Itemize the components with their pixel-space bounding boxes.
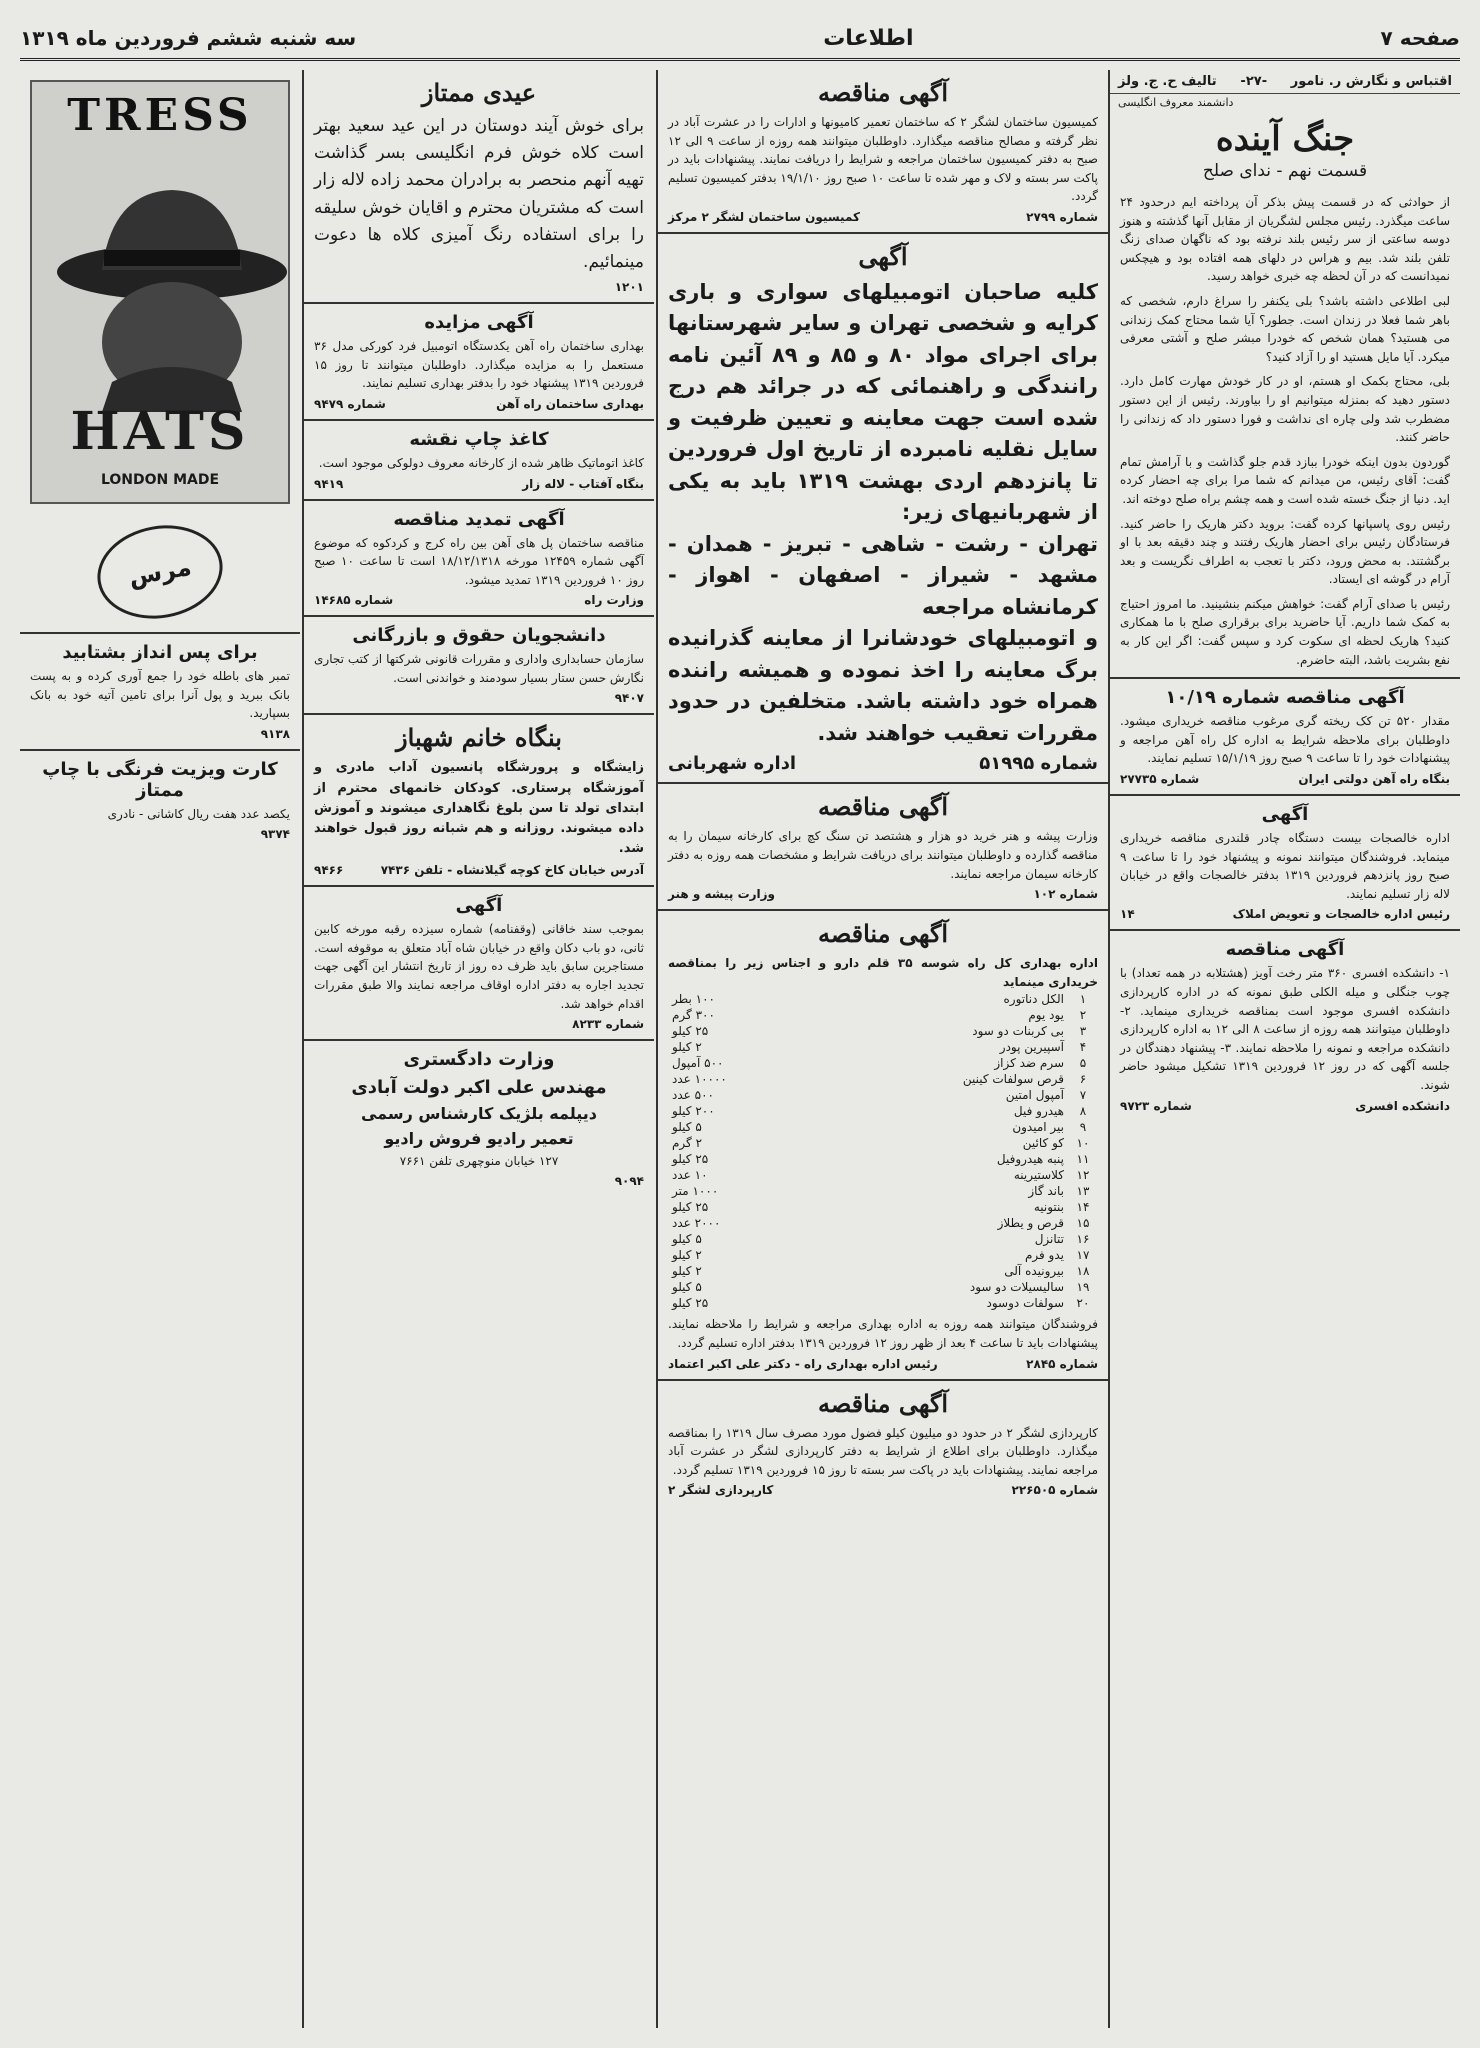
table-row bbox=[668, 1071, 1098, 1087]
ad-sign: رئیس اداره خالصجات و تعویض املاک bbox=[1232, 907, 1450, 922]
row-number: ۱۵ bbox=[1076, 1216, 1090, 1231]
row-number: ۳ bbox=[1079, 1024, 1087, 1039]
row-number: ۱۸ bbox=[1076, 1264, 1090, 1279]
ad-title: آگهی bbox=[1261, 804, 1309, 826]
row-description: سالیسیلات دو سود bbox=[969, 1280, 1064, 1295]
ad-title: عیدی ممتاز bbox=[421, 78, 537, 107]
row-number: ۲ bbox=[1079, 1008, 1087, 1023]
row-description: سولفات دوسود bbox=[986, 1296, 1064, 1311]
ad-title: آگهی مزایده bbox=[424, 312, 534, 334]
ad-ministry: وزارت دادگستری bbox=[403, 1049, 555, 1071]
row-description: باند گاز bbox=[1028, 1184, 1064, 1199]
row-number: ۱۷ bbox=[1076, 1248, 1090, 1263]
hat-icon bbox=[42, 152, 290, 412]
ad-body: کارپردازی لشگر ۲ در حدود دو میلیون کیلو فضول مورد مصرف سال ۱۳۱۹ را بمناقصه میگذارد. داوطلبان برای اطلاع از شرایط به دفتر کارپردازی لشگر در عشرت آباد مراجعه نمایند. پیشنهادات باید در پاکت سر بسته تا روز ۱۵ فروردین ۱۳۱۹ تسلیم گردد. bbox=[668, 1425, 1099, 1477]
ad-address: آدرس خیابان کاخ کوچه گیلانشاه - تلفن ۷۴۳۶ bbox=[380, 863, 644, 878]
row-number: ۱۳ bbox=[1076, 1184, 1090, 1199]
ad-serial: شماره ۲۲۶۵۰۵ bbox=[1011, 1483, 1098, 1498]
ad-body: کاغذ اتوماتیک ظاهر شده از کارخانه معروف دولوکی موجود است. bbox=[318, 455, 644, 470]
novel-author-note: دانشمند معروف انگلیسی bbox=[1118, 96, 1234, 109]
row-number: ۹ bbox=[1079, 1120, 1087, 1135]
image-column bbox=[20, 70, 300, 2028]
row-number: ۱۰ bbox=[1076, 1136, 1090, 1151]
ad-serial: شماره ۲۷۹۹ bbox=[1026, 209, 1098, 224]
ad-body: اداره خالصجات بیست دستگاه چادر قلندری مناقصه خریداری مینماید. فروشندگان میتوانند نمونه و پیشنهاد خود را تا ساعت ۹ صبح روز پانزدهم فروردین ۱۳۱۹ بدفتر خالصجات واقع در خیابان لاله زار تسلیم نمایند. bbox=[1120, 831, 1450, 901]
radio-logo: مرس bbox=[90, 516, 230, 628]
ad-shahbaz bbox=[304, 715, 654, 887]
ad-body: برای خوش آیند دوستان در این عید سعید بهتر است کلاه خوش فرم انگلیسی بسر گذاشت تهیه آنهم منحصر به برادران محمد زاده لاله زار است که مشتریان محترم و اقایان خوش سلیقه را برای استفاده رنگ آمیزی کلاه ها دعوت مینمائیم. bbox=[314, 116, 644, 272]
ad-serial: شماره ۹۷۲۳ bbox=[1120, 1098, 1192, 1113]
table-row bbox=[668, 1007, 1098, 1023]
ad-sign: بنگاه راه آهن دولتی ایران bbox=[1298, 772, 1450, 787]
paper-name: اطلاعات bbox=[823, 25, 914, 51]
novel-source: اقتباس و نگارش ر. نامور bbox=[1290, 74, 1452, 89]
row-number: ۱۹ bbox=[1076, 1280, 1090, 1295]
ad-title: آگهی مناقصه شماره ۱۰/۱۹ bbox=[1165, 687, 1405, 709]
ad-serial: ۹۰۹۴ bbox=[614, 1174, 644, 1189]
row-quantity: ۲ کیلو bbox=[672, 1248, 702, 1263]
row-quantity: ۲ گرم bbox=[672, 1136, 703, 1151]
ad-sign: کمیسیون ساختمان لشگر ۲ مرکز bbox=[668, 209, 860, 224]
row-number: ۱ bbox=[1079, 992, 1087, 1007]
novel-paragraph: گوردون بدون اینکه خودرا ببازد قدم جلو گذاشت و با آرامش تمام گفت: آقای رئیس، من میدانم که شما مرا برای چه احضار کرده اید. دنیا از جنگ خسته شده است و همه چشم براه صلح دوخته اند. bbox=[1120, 454, 1450, 506]
novel-paragraph: رئیس با صدای آرام گفت: خواهش میکنم بنشینید. ما امروز احتیاج به کمک شما داریم. آیا حاضرید برای برقراری صلح با ما همکاری کنید؟ هاریک لحظه ای سکوت کرد و سپس گفت: اگر این کار به نفع بشریت باشد، البته حاضرم. bbox=[1120, 596, 1450, 667]
medicine-table bbox=[668, 991, 1098, 1311]
ad-sign: دانشکده افسری bbox=[1355, 1098, 1450, 1113]
novel-paragraph: از حوادثی که در قسمت پیش بذکر آن پرداخته ایم درحدود ۲۴ ساعت میگذرد. رئیس مجلس لشگریان از مقابل آنها گذشته و هنوز دوسه ساعتی از سر رئیس بلند نرفته بود که ناگهان صدای زنگ تلفن بلند شد. بیم و هراس در دلهای همه افتاده بود و هیچکس نمیدانست که در آن لحظه چه خبری خواهد رسید. bbox=[1120, 195, 1450, 284]
row-quantity: ۵۰۰ آمپول bbox=[672, 1056, 724, 1071]
table-row bbox=[668, 1183, 1098, 1199]
novel-column bbox=[1108, 70, 1460, 2028]
ad-body: کلیه صاحبان اتومبیلهای سواری و باری کرایه و شخصی تهران و سایر شهرستانها برای اجرای مواد ۸۰ و ۸۵ و ۸۹ آئین نامه رانندگی و راهنمائی که در جرائد هم درج شده است جهت معاینه و تعیین ظرفیت و سایل نقلیه نامبرده از تاریخ اول فروردین تا پانزدهم اردی بهشت ۱۳۱۹ باید به یکی از شهربانیهای زیر: bbox=[668, 279, 1099, 525]
row-number: ۱۲ bbox=[1076, 1168, 1090, 1183]
ad-line: مهندس علی اکبر دولت آبادی bbox=[351, 1077, 607, 1099]
table-row bbox=[668, 1263, 1098, 1279]
ad-sign: اداره شهربانی bbox=[668, 753, 797, 775]
table-row bbox=[668, 1247, 1098, 1263]
ad-map-paper bbox=[304, 421, 654, 501]
ad-title: آگهی تمدید مناقصه bbox=[393, 508, 565, 530]
row-quantity: ۲۰۰۰ عدد bbox=[672, 1216, 721, 1231]
ad-serial: ۱۲۰۱ bbox=[614, 280, 644, 295]
ads-column bbox=[302, 70, 654, 2028]
novel-title: جنگ آینده bbox=[1215, 119, 1355, 159]
novel-author: تالیف ح. ج. ولز bbox=[1118, 74, 1217, 89]
brand-made: LONDON MADE bbox=[100, 472, 220, 488]
row-quantity: ۵ کیلو bbox=[672, 1232, 702, 1247]
row-number: ۵ bbox=[1079, 1056, 1087, 1071]
masthead bbox=[20, 18, 1460, 61]
novel-episode: -۲۷- bbox=[1240, 74, 1268, 89]
novel-part: قسمت نهم - ندای صلح bbox=[1202, 161, 1368, 181]
ad-title: بنگاه خانم شهباز bbox=[396, 723, 562, 753]
ad-serial: ۹۴۰۷ bbox=[614, 691, 644, 706]
row-number: ۱۱ bbox=[1076, 1152, 1090, 1167]
ad-law-students bbox=[304, 617, 654, 715]
brand-bottom: HATS bbox=[70, 401, 250, 462]
ad-endowment bbox=[304, 887, 654, 1041]
ad-shop: بنگاه آفتاب - لاله زار bbox=[522, 476, 644, 491]
ad-body: کمیسیون ساختمان لشگر ۲ که ساختمان تعمیر کامیونها و ادارات را در عشرت آباد در نظر گرفته و مصالح مناقصه میگذارد. داوطلبان میتوانند همه روزه از ساعت ۹ الی ۱۲ صبح به دفتر کمیسیون ساختمان مراجعه و شرایط را دریافت نمایند. پیشنهادات باید در پاکت سر بسته و لاک و مهر شده تا ساعت ۱۰ صبح روز ۱۹/۱/۱۰ بدفتر کمیسیون تسلیم گردد. bbox=[668, 115, 1098, 204]
ad-body-2: و اتومبیلهای خودشانرا از معاینه گذرانیده برگ معاینه را اخذ نموده و همیشه راننده همراه خود داشته باشد. متخلفین در حدود مقررات تعقیب خواهند شد. bbox=[668, 626, 1098, 745]
table-row bbox=[668, 1151, 1098, 1167]
ad-savings bbox=[20, 634, 300, 751]
row-quantity: ۲۰۰ کیلو bbox=[672, 1104, 715, 1119]
row-quantity: ۱۰۰۰ متر bbox=[672, 1184, 719, 1199]
row-number: ۲۰ bbox=[1076, 1296, 1090, 1311]
ad-line: تعمیر رادیو فروش رادیو bbox=[384, 1128, 574, 1148]
date-line: سه شنبه ششم فروردین ماه ۱۳۱۹ bbox=[20, 26, 357, 50]
ad-title: کاغذ چاپ نقشه bbox=[409, 428, 549, 450]
ad-serial: ۹۴۱۹ bbox=[314, 476, 344, 491]
ad-serial: ۱۴ bbox=[1120, 907, 1135, 922]
ad-intro: اداره بهداری کل راه شوسه ۳۵ قلم دارو و اجناس زیر را بمناقصه خریداری مینماید bbox=[668, 956, 1099, 989]
row-description: الکل دناتوره bbox=[1003, 992, 1064, 1007]
row-quantity: ۳۰۰ گرم bbox=[672, 1008, 715, 1023]
ad-serial: شماره ۹۴۷۹ bbox=[314, 396, 386, 411]
ad-tender-medicine bbox=[658, 911, 1108, 1380]
table-row bbox=[668, 991, 1098, 1007]
ad-body: یکصد عدد هفت ریال کاشانی - نادری bbox=[107, 806, 290, 821]
ad-body: وزارت پیشه و هنر خرید دو هزار و هشتصد تن سنگ کچ برای کارخانه سیمان را به مناقصه گذارده و داوطلبان میتوانند برای دریافت شرایط و مشخصات همه روزه به دفتر کارخانه سیمان مراجعه نمایند. bbox=[668, 829, 1098, 881]
ad-body: سازمان حسابداری واداری و مقررات قانونی شرکتها از کتب تجاری نگارش حسن ستار بسیار سودمند و خواندنی است. bbox=[314, 652, 644, 685]
ad-tender-extension bbox=[304, 501, 654, 618]
row-quantity: ۵۰۰ عدد bbox=[672, 1088, 714, 1103]
ad-title: آگهی bbox=[858, 241, 908, 271]
row-quantity: ۲۵ کیلو bbox=[672, 1296, 709, 1311]
row-quantity: ۲ کیلو bbox=[672, 1040, 702, 1055]
ad-title: آگهی مناقصه bbox=[1225, 939, 1345, 961]
ad-serial: شماره ۵۱۹۹۵ bbox=[979, 753, 1098, 775]
ad-municipality bbox=[658, 234, 1108, 785]
row-number: ۱۴ bbox=[1076, 1200, 1090, 1215]
row-quantity: ۲۵ کیلو bbox=[672, 1024, 709, 1039]
ad-body: زایشگاه و پرورشگاه پانسیون آداب مادری و آموزشگاه پرستاری. کودکان خانمهای محترم از ابتدای تولد تا سن بلوغ نگاهداری میشوند و آموزش داده میشوند. روزانه و هم شبانه روز قبول خواهند شد. bbox=[314, 760, 644, 857]
row-number: ۴ bbox=[1079, 1040, 1087, 1055]
table-row bbox=[668, 1103, 1098, 1119]
row-description: آسپیرین پودر bbox=[999, 1040, 1064, 1055]
table-row bbox=[668, 1055, 1098, 1071]
ad-title: کارت ویزیت فرنگی با چاپ ممتاز bbox=[42, 758, 278, 801]
row-description: یود یوم bbox=[1028, 1008, 1064, 1023]
ad-sign: وزارت پیشه و هنر bbox=[668, 887, 776, 902]
ad-serial: شماره ۲۸۴۵ bbox=[1026, 1356, 1098, 1371]
ad-body: بموجب سند خاقانی (وقفنامه) شماره سیزده رقبه مورخه کابین ثانی، دو باب دکان واقع در خیابان شاه آباد متعلق به موقوفه است. مستاجرین سابق باید ظرف ده روز از تاریخ انتشار این آگهی جهت تجدید اجاره به دفتر اداره اوقاف مراجعه نمایند والا طبق مقررات اقدام خواهد شد. bbox=[314, 922, 644, 1011]
ad-tender-construction bbox=[658, 70, 1108, 234]
ad-serial: ۹۳۷۴ bbox=[260, 827, 290, 842]
row-description: قرص و یطلاز bbox=[997, 1216, 1064, 1231]
table-row bbox=[668, 1023, 1098, 1039]
middle-column bbox=[656, 70, 1108, 2028]
hat-ad-text bbox=[304, 70, 654, 304]
ad-serial: ۹۴۶۶ bbox=[314, 863, 344, 878]
ad-serial: شماره ۲۷۷۳۵ bbox=[1120, 772, 1200, 787]
table-row bbox=[668, 1215, 1098, 1231]
ad-sign: رئیس اداره بهداری راه - دکتر علی اکبر اعتماد bbox=[668, 1356, 938, 1371]
ad-title: دانشجویان حقوق و بازرگانی bbox=[352, 625, 606, 647]
ad-tender-lashkar bbox=[658, 1381, 1108, 1506]
row-description: کو کائین bbox=[1022, 1136, 1064, 1151]
row-quantity: ۲ کیلو bbox=[672, 1264, 702, 1279]
ad-serial: شماره ۱۴۶۸۵ bbox=[314, 593, 394, 608]
ad-body: بهداری ساختمان راه آهن یکدستگاه اتومبیل فرد کورکی مدل ۳۶ مستعمل را به مزایده میگذارد. داوطلبان میتوانند تا روز ۱۵ فروردین ۱۳۱۹ پیشنهاد خود را بدفتر بهداری تسلیم نمایند. bbox=[314, 339, 644, 391]
table-row bbox=[668, 1087, 1098, 1103]
ad-tender-gypsum bbox=[658, 784, 1108, 911]
row-quantity: ۲۵ کیلو bbox=[672, 1152, 709, 1167]
radio-logo-box bbox=[20, 514, 300, 634]
row-quantity: ۲۵ کیلو bbox=[672, 1200, 709, 1215]
ad-address: ۱۲۷ خیابان منوچهری تلفن ۷۶۶۱ bbox=[399, 1153, 559, 1168]
ad-title: آگهی مناقصه bbox=[817, 78, 949, 107]
ad-body: تمبر های باطله خود را جمع آوری کرده و به پست بانک ببرید و پول آنرا برای تامین آتیه خود به بانک بسپارید. bbox=[30, 669, 290, 721]
table-row bbox=[668, 1279, 1098, 1295]
row-description: بیر امیدون bbox=[1012, 1120, 1064, 1135]
ad-title: آگهی مناقصه bbox=[817, 792, 949, 822]
ad-sign: وزارت راه bbox=[584, 593, 644, 608]
ad-tender-1910 bbox=[1110, 677, 1460, 796]
ad-title: آگهی مناقصه bbox=[817, 1388, 949, 1418]
ad-visit-card bbox=[20, 751, 300, 850]
table-row bbox=[668, 1167, 1098, 1183]
row-description: سرم ضد کزاز bbox=[994, 1056, 1064, 1071]
row-quantity: ۱۰ عدد bbox=[672, 1168, 708, 1183]
row-number: ۱۶ bbox=[1076, 1232, 1090, 1247]
row-description: هیدرو فیل bbox=[1013, 1104, 1064, 1119]
row-description: بیرونیده آلی bbox=[1004, 1264, 1064, 1279]
ad-body: مناقصه ساختمان پل های آهن بین راه کرج و کردکوه که موضوع آگهی شماره ۱۲۴۵۹ مورخه ۱۸/۱۲/۱۳۱۸ است تا ساعت ۱۰ صبح روز ۱۰ فروردین ۱۳۱۹ تمدید میشود. bbox=[314, 535, 644, 587]
table-row bbox=[668, 1231, 1098, 1247]
table-row bbox=[668, 1135, 1098, 1151]
row-description: یدو فرم bbox=[1024, 1248, 1064, 1263]
ad-title: آگهی مناقصه bbox=[817, 919, 949, 949]
row-number: ۶ bbox=[1079, 1072, 1087, 1087]
row-quantity: ۵ کیلو bbox=[672, 1120, 702, 1135]
row-quantity: ۱۰۰۰۰ عدد bbox=[672, 1072, 727, 1087]
row-description: بی کربنات دو سود bbox=[972, 1024, 1064, 1039]
ad-sign: بهداری ساختمان راه آهن bbox=[496, 396, 644, 411]
table-row bbox=[668, 1119, 1098, 1135]
novel-paragraph: بلی، محتاج بکمک او هستم، او در کار خودش مهارت کامل دارد. دستور دهید که بمنزله میتوانیم او را بیاورند. رئیس از این دستور مضطرب شد ولی چاره ای نداشت و فورا دستور داد که زندانی را حاضر کنند. bbox=[1120, 374, 1450, 445]
row-description: بنتونیه bbox=[1033, 1200, 1064, 1215]
ad-auction bbox=[304, 304, 654, 421]
table-row bbox=[668, 1199, 1098, 1215]
ad-title: برای پس انداز بشتابید bbox=[62, 642, 258, 663]
page-label: صفحه ۷ bbox=[1380, 26, 1460, 50]
table-row bbox=[668, 1039, 1098, 1055]
ad-body: فروشندگان میتوانند همه روزه به اداره بهداری مراجعه و شرایط را ملاحظه نمایند. پیشنهادات باید تا ساعت ۴ بعد از ظهر روز ۱۲ فروردین ۱۳۱۹ بدفتر اداره تسلیم گردد. bbox=[668, 1317, 1098, 1351]
ad-body: مقدار ۵۲۰ تن کک ریخته گری مرغوب مناقصه خریداری میشود. داوطلبان برای ملاحظه شرایط به اداره کل راه آهن مراجعه و پیشنهادات خود را تا ساعت ۹ صبح روز ۱۵/۱/۱۹ تسلیم نمایند. bbox=[1120, 714, 1450, 766]
brand-top: TRESS bbox=[67, 90, 253, 141]
ad-serial: ۹۱۳۸ bbox=[260, 726, 290, 741]
ad-sign: کارپردازی لشگر ۲ bbox=[668, 1483, 774, 1498]
hat-ad-image bbox=[30, 80, 290, 504]
novel-paragraph: لبی اطلاعی داشته باشد؟ بلی یکنفر را سراغ دارم، شخصی که باهر شما فعلا در زندان است. جطور؟ آیا شما محتاج کمک زندانی می هستید؟ همان شخص که خودرا مبشر صلح و آشتی معرفی میکرد. آیا مایل هستید او را آزاد کنید؟ bbox=[1120, 293, 1450, 364]
row-description: پنبه هیدروفیل bbox=[996, 1152, 1064, 1167]
novel-header bbox=[1110, 70, 1460, 94]
ad-cities: تهران - رشت - شاهی - تبریز - همدان - مشهد - شیراز - اصفهان - اهواز - کرمانشاه مراجعه bbox=[668, 531, 1098, 619]
ad-line: دیپلمه بلژیک کارشناس رسمی bbox=[360, 1104, 598, 1124]
row-description: آمپول امتین bbox=[1005, 1088, 1064, 1103]
row-number: ۷ bbox=[1079, 1088, 1087, 1103]
ad-serial: شماره ۸۲۳۳ bbox=[572, 1017, 644, 1032]
ad-radio-engineer bbox=[304, 1041, 654, 1196]
ad-officer-school bbox=[1110, 931, 1460, 1120]
row-description: تتانزل bbox=[1034, 1232, 1064, 1247]
novel-paragraph: رئیس روی پاسپانها کرده گفت: بروید دکتر هاریک را حاضر کنید. فرستادگان رئیس برای احضار هاریک رفتند و چند دقیقه بعد با او برگشتند. به محض ورود، دکتر با تعجب به اطراف نگریست و بعد آرام در گوشه ای ایستاد. bbox=[1120, 516, 1450, 587]
table-row bbox=[668, 1295, 1098, 1311]
ad-title: آگهی bbox=[455, 895, 503, 917]
row-quantity: ۱۰۰ بطر bbox=[672, 992, 715, 1007]
ad-body: ۱- دانشکده افسری ۳۶۰ متر رخت آویز (هشتلابه در همه تعداد) با چوب جنگلی و میله الکلی طبق نمونه که در اداره کارپردازی دانشکده افسری موجود است بمناقصه خریداری مینماید. ۲- داوطلبان میتوانند همه روزه از ساعت ۸ الی ۱۲ به اداره کارپردازی دانشکده مراجعه و نمونه را ملاحظه نمایند. ۳- پیشنهاد دهندگان در جلسه آگهی که در روز ۱۲ فروردین ۱۳۱۹ تشکیل میشود حاضر شوند. bbox=[1120, 966, 1450, 1092]
row-description: قرص سولفات کینین bbox=[962, 1072, 1064, 1087]
row-number: ۸ bbox=[1079, 1104, 1087, 1119]
ad-serial: شماره ۱۰۲ bbox=[1033, 887, 1098, 902]
row-description: کلاستیرینه bbox=[1013, 1168, 1064, 1183]
ad-khalesejat bbox=[1110, 796, 1460, 931]
row-quantity: ۵ کیلو bbox=[672, 1280, 702, 1295]
